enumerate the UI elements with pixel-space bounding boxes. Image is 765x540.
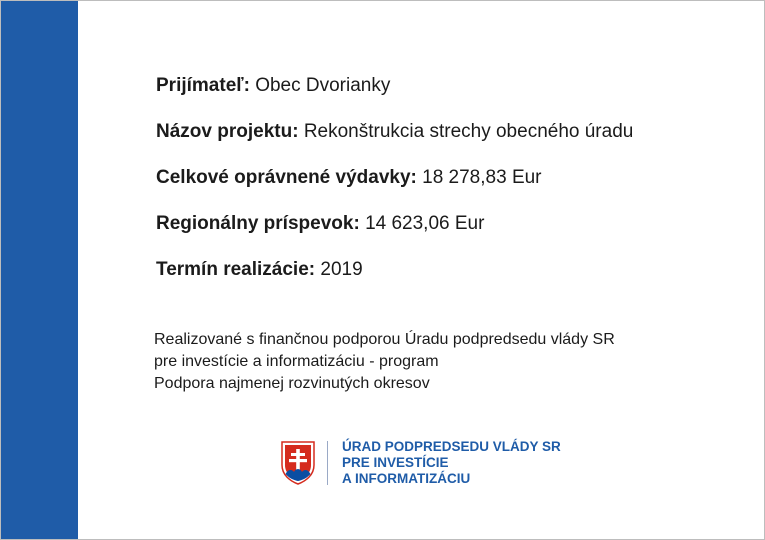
field-regional-contribution — [156, 212, 633, 236]
office-name-line: PRE INVESTÍCIE — [342, 455, 449, 470]
field-realization-date — [156, 258, 633, 282]
project-info — [156, 74, 633, 304]
blue-sidebar — [1, 1, 78, 539]
field-value: Obec Dvorianky — [255, 75, 391, 96]
field-label: Regionálny príspevok: — [156, 213, 360, 234]
field-value: Rekonštrukcia strechy obecného úradu — [303, 121, 634, 142]
slovak-coat-of-arms-icon — [281, 441, 315, 485]
support-statement — [154, 329, 615, 395]
field-label: Celkové oprávnené výdavky: — [156, 167, 417, 188]
office-name-line: A INFORMATIZÁCIU — [342, 471, 471, 486]
support-line: pre investície a informatizáciu - program — [154, 353, 439, 370]
field-label: Termín realizácie: — [156, 259, 316, 280]
field-label: Prijímateľ: — [156, 75, 250, 96]
field-value: 2019 — [320, 259, 363, 280]
office-name-line: ÚRAD PODPREDSEDU VLÁDY SR — [342, 439, 561, 454]
logo-separator — [327, 441, 328, 485]
field-value: 14 623,06 Eur — [365, 213, 485, 234]
field-label: Názov projektu: — [156, 121, 299, 142]
field-value: 18 278,83 Eur — [422, 167, 542, 188]
support-line: Podpora najmenej rozvinutých okresov — [154, 375, 430, 392]
field-total-expenses — [156, 166, 633, 190]
office-name — [342, 439, 561, 487]
field-recipient — [156, 74, 633, 98]
support-line: Realizované s finančnou podporou Úradu podpredsedu vlády SR — [154, 331, 615, 348]
field-project-name — [156, 120, 633, 144]
